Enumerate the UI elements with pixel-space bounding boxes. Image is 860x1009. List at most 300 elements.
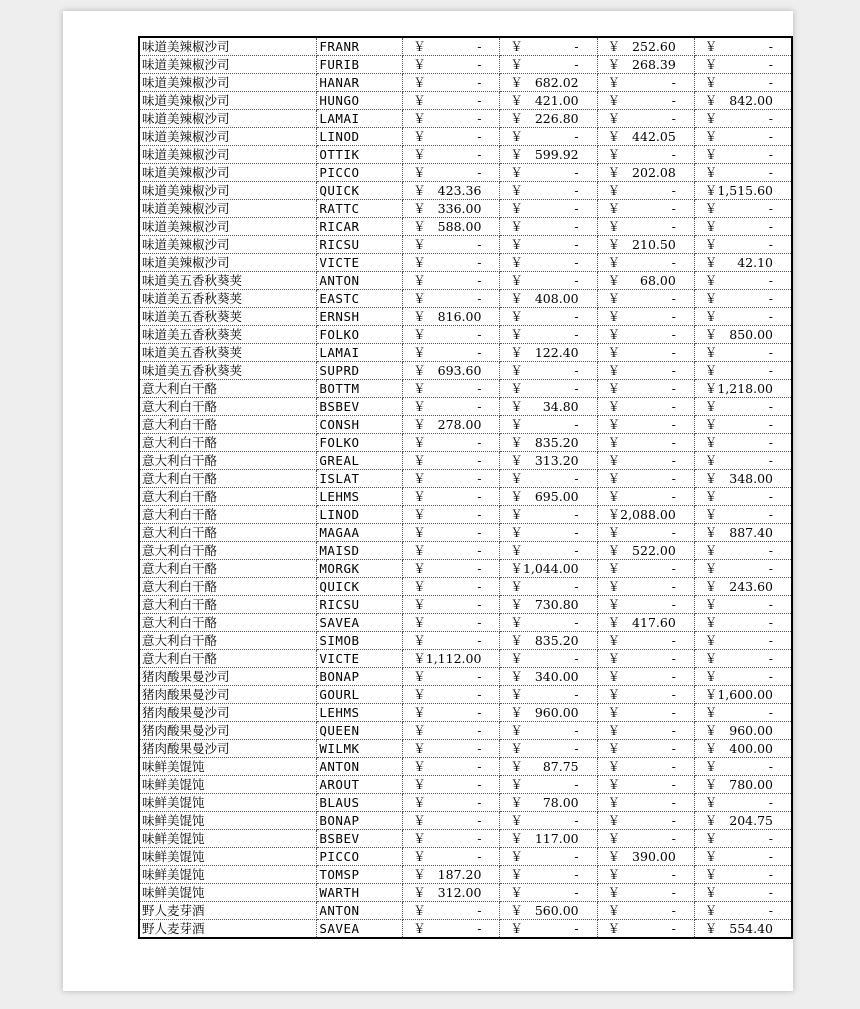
amount-cell-q3 (597, 488, 694, 506)
amount-value: - (671, 903, 676, 918)
currency-symbol: ￥ (413, 291, 426, 306)
currency-symbol: ￥ (510, 309, 523, 324)
amount-cell-q2 (500, 92, 597, 110)
product-name-cell: 猪肉酸果曼沙司 (139, 740, 317, 758)
currency-symbol: ￥ (704, 849, 718, 864)
currency-symbol: ￥ (413, 93, 426, 108)
amount-value: 122.40 (534, 345, 579, 360)
amount-value: - (671, 687, 676, 702)
currency-symbol: ￥ (704, 309, 718, 324)
amount-cell-q1 (403, 326, 500, 344)
currency-symbol: ￥ (607, 75, 621, 90)
customer-code-cell: SAVEA (317, 614, 403, 632)
product-name-cell: 味道美辣椒沙司 (139, 74, 317, 92)
product-name-cell: 意大利白干酪 (139, 434, 317, 452)
amount-value: - (768, 885, 773, 900)
table-row (139, 362, 792, 380)
product-name-cell: 意大利白干酪 (139, 470, 317, 488)
amount-value: - (477, 741, 482, 756)
table-row (139, 920, 792, 939)
amount-cell-q4 (694, 812, 792, 830)
amount-cell-q2 (500, 344, 597, 362)
product-name-cell: 味鲜美馄饨 (139, 812, 317, 830)
amount-cell-q1 (403, 182, 500, 200)
customer-code-cell: BONAP (317, 812, 403, 830)
amount-cell-q4 (694, 578, 792, 596)
amount-value: - (768, 291, 773, 306)
amount-value: - (574, 849, 579, 864)
currency-symbol: ￥ (607, 147, 621, 162)
amount-value: - (477, 345, 482, 360)
amount-cell-q4 (694, 686, 792, 704)
amount-value: - (574, 867, 579, 882)
amount-cell-q4 (694, 560, 792, 578)
amount-value: - (477, 129, 482, 144)
amount-cell-q1 (403, 434, 500, 452)
table-row (139, 758, 792, 776)
amount-cell-q3 (597, 110, 694, 128)
customer-code-cell: FURIB (317, 56, 403, 74)
currency-symbol: ￥ (704, 831, 718, 846)
amount-cell-q2 (500, 650, 597, 668)
currency-symbol: ￥ (413, 597, 426, 612)
amount-cell-q3 (597, 596, 694, 614)
amount-cell-q3 (597, 470, 694, 488)
amount-cell-q1 (403, 506, 500, 524)
amount-cell-q1 (403, 110, 500, 128)
amount-cell-q3 (597, 632, 694, 650)
amount-value: - (671, 471, 676, 486)
amount-cell-q1 (403, 398, 500, 416)
amount-cell-q3 (597, 722, 694, 740)
amount-cell-q2 (500, 632, 597, 650)
amount-cell-q2 (500, 614, 597, 632)
amount-cell-q2 (500, 848, 597, 866)
amount-value: - (574, 651, 579, 666)
amount-value: - (574, 813, 579, 828)
currency-symbol: ￥ (413, 147, 426, 162)
currency-symbol: ￥ (413, 417, 426, 432)
customer-code-cell: SIMOB (317, 632, 403, 650)
amount-value: - (768, 489, 773, 504)
currency-symbol: ￥ (607, 921, 621, 936)
amount-cell-q2 (500, 470, 597, 488)
amount-value: 554.40 (729, 921, 773, 936)
amount-value: 522.00 (632, 543, 676, 558)
currency-symbol: ￥ (607, 93, 621, 108)
amount-value: - (477, 813, 482, 828)
customer-code-cell: GOURL (317, 686, 403, 704)
amount-cell-q4 (694, 236, 792, 254)
table-row (139, 272, 792, 290)
amount-cell-q4 (694, 344, 792, 362)
amount-cell-q4 (694, 380, 792, 398)
amount-cell-q4 (694, 398, 792, 416)
currency-symbol: ￥ (510, 219, 523, 234)
currency-symbol: ￥ (413, 669, 426, 684)
amount-cell-q4 (694, 848, 792, 866)
amount-cell-q1 (403, 164, 500, 182)
amount-value: - (574, 327, 579, 342)
currency-symbol: ￥ (607, 219, 621, 234)
amount-cell-q2 (500, 758, 597, 776)
currency-symbol: ￥ (607, 651, 621, 666)
currency-symbol: ￥ (704, 75, 718, 90)
amount-value: 204.75 (729, 813, 773, 828)
amount-cell-q4 (694, 668, 792, 686)
currency-symbol: ￥ (510, 183, 523, 198)
product-name-cell: 味道美辣椒沙司 (139, 37, 317, 56)
amount-value: - (477, 633, 482, 648)
amount-cell-q2 (500, 902, 597, 920)
currency-symbol: ￥ (607, 309, 621, 324)
amount-cell-q2 (500, 182, 597, 200)
product-name-cell: 意大利白干酪 (139, 650, 317, 668)
amount-value: - (574, 723, 579, 738)
customer-code-cell: BSBEV (317, 830, 403, 848)
currency-symbol: ￥ (704, 219, 718, 234)
product-name-cell: 猪肉酸果曼沙司 (139, 704, 317, 722)
amount-cell-q3 (597, 920, 694, 939)
amount-cell-q3 (597, 362, 694, 380)
amount-cell-q3 (597, 452, 694, 470)
amount-value: 68.00 (640, 273, 676, 288)
amount-cell-q3 (597, 434, 694, 452)
table-row (139, 218, 792, 236)
amount-cell-q3 (597, 74, 694, 92)
currency-symbol: ￥ (607, 201, 621, 216)
currency-symbol: ￥ (607, 273, 621, 288)
amount-cell-q1 (403, 614, 500, 632)
amount-value: - (671, 399, 676, 414)
currency-symbol: ￥ (510, 147, 523, 162)
product-name-cell: 意大利白干酪 (139, 398, 317, 416)
amount-value: - (671, 759, 676, 774)
currency-symbol: ￥ (704, 777, 718, 792)
amount-value: 243.60 (729, 579, 773, 594)
customer-code-cell: WARTH (317, 884, 403, 902)
currency-symbol: ￥ (413, 273, 426, 288)
amount-cell-q2 (500, 794, 597, 812)
amount-value: 417.60 (632, 615, 676, 630)
currency-symbol: ￥ (607, 849, 621, 864)
table-row (139, 506, 792, 524)
amount-value: - (477, 849, 482, 864)
currency-symbol: ￥ (704, 237, 718, 252)
customer-code-cell: MORGK (317, 560, 403, 578)
amount-value: - (768, 57, 773, 72)
currency-symbol: ￥ (413, 885, 426, 900)
currency-symbol: ￥ (413, 75, 426, 90)
currency-symbol: ￥ (510, 561, 523, 576)
table-row (139, 380, 792, 398)
amount-cell-q3 (597, 578, 694, 596)
amount-cell-q2 (500, 434, 597, 452)
amount-cell-q2 (500, 920, 597, 939)
currency-symbol: ￥ (413, 399, 426, 414)
amount-value: - (671, 651, 676, 666)
amount-value: 442.05 (632, 129, 676, 144)
amount-value: 850.00 (729, 327, 773, 342)
amount-cell-q4 (694, 524, 792, 542)
amount-cell-q3 (597, 560, 694, 578)
amount-cell-q4 (694, 506, 792, 524)
amount-value: - (768, 399, 773, 414)
currency-symbol: ￥ (607, 633, 621, 648)
customer-code-cell: RICAR (317, 218, 403, 236)
amount-value: - (671, 885, 676, 900)
amount-cell-q4 (694, 416, 792, 434)
amount-value: - (768, 309, 773, 324)
amount-value: - (477, 921, 482, 936)
amount-value: - (477, 471, 482, 486)
currency-symbol: ￥ (704, 525, 718, 540)
amount-value: - (477, 777, 482, 792)
amount-value: - (477, 381, 482, 396)
amount-cell-q2 (500, 254, 597, 272)
amount-value: - (768, 507, 773, 522)
amount-value: - (671, 453, 676, 468)
amount-value: - (768, 669, 773, 684)
currency-symbol: ￥ (413, 777, 426, 792)
currency-symbol: ￥ (510, 687, 523, 702)
currency-symbol: ￥ (607, 111, 621, 126)
amount-cell-q1 (403, 380, 500, 398)
amount-cell-q4 (694, 362, 792, 380)
currency-symbol: ￥ (704, 435, 718, 450)
amount-cell-q4 (694, 128, 792, 146)
currency-symbol: ￥ (413, 381, 426, 396)
customer-code-cell: FOLKO (317, 434, 403, 452)
table-row (139, 704, 792, 722)
currency-symbol: ￥ (510, 165, 523, 180)
currency-symbol: ￥ (413, 363, 426, 378)
product-name-cell: 味道美辣椒沙司 (139, 164, 317, 182)
amount-cell-q1 (403, 668, 500, 686)
table-row (139, 560, 792, 578)
amount-value: - (768, 273, 773, 288)
amount-value: - (574, 201, 579, 216)
customer-code-cell: QUEEN (317, 722, 403, 740)
amount-cell-q1 (403, 596, 500, 614)
customer-code-cell: CONSH (317, 416, 403, 434)
amount-value: 2,088.00 (620, 507, 676, 522)
currency-symbol: ￥ (510, 705, 523, 720)
amount-cell-q4 (694, 146, 792, 164)
table-row (139, 110, 792, 128)
product-name-cell: 味道美五香秋葵荚 (139, 272, 317, 290)
amount-cell-q1 (403, 37, 500, 56)
currency-symbol: ￥ (413, 579, 426, 594)
product-name-cell: 味道美辣椒沙司 (139, 236, 317, 254)
amount-value: - (574, 471, 579, 486)
amount-cell-q3 (597, 308, 694, 326)
currency-symbol: ￥ (704, 93, 718, 108)
amount-cell-q1 (403, 578, 500, 596)
amount-value: - (768, 39, 773, 54)
currency-symbol: ￥ (510, 39, 523, 54)
amount-cell-q2 (500, 164, 597, 182)
amount-cell-q2 (500, 884, 597, 902)
amount-cell-q4 (694, 110, 792, 128)
amount-value: - (768, 219, 773, 234)
product-name-cell: 味鲜美馄饨 (139, 848, 317, 866)
currency-symbol: ￥ (704, 579, 718, 594)
currency-symbol: ￥ (704, 183, 718, 198)
amount-cell-q1 (403, 650, 500, 668)
amount-cell-q4 (694, 308, 792, 326)
amount-cell-q3 (597, 236, 694, 254)
amount-cell-q3 (597, 848, 694, 866)
amount-value: - (768, 633, 773, 648)
table-row (139, 470, 792, 488)
currency-symbol: ￥ (607, 471, 621, 486)
table-row (139, 902, 792, 920)
product-name-cell: 味鲜美馄饨 (139, 758, 317, 776)
currency-symbol: ￥ (704, 273, 718, 288)
amount-value: - (477, 291, 482, 306)
customer-code-cell: RICSU (317, 236, 403, 254)
amount-cell-q2 (500, 218, 597, 236)
amount-cell-q3 (597, 416, 694, 434)
currency-symbol: ￥ (510, 759, 523, 774)
currency-symbol: ￥ (413, 489, 426, 504)
amount-value: 336.00 (437, 201, 482, 216)
currency-symbol: ￥ (413, 741, 426, 756)
currency-symbol: ￥ (607, 831, 621, 846)
amount-value: 1,515.60 (717, 183, 773, 198)
currency-symbol: ￥ (510, 885, 523, 900)
amount-value: 210.50 (632, 237, 676, 252)
currency-symbol: ￥ (704, 867, 718, 882)
currency-symbol: ￥ (510, 579, 523, 594)
amount-cell-q4 (694, 92, 792, 110)
amount-value: - (477, 399, 482, 414)
amount-cell-q4 (694, 596, 792, 614)
amount-value: - (477, 489, 482, 504)
sales-table (138, 36, 793, 939)
amount-value: - (671, 327, 676, 342)
amount-value: - (671, 561, 676, 576)
amount-value: - (671, 525, 676, 540)
amount-value: - (768, 201, 773, 216)
amount-cell-q1 (403, 902, 500, 920)
table-row (139, 92, 792, 110)
currency-symbol: ￥ (704, 759, 718, 774)
currency-symbol: ￥ (413, 759, 426, 774)
currency-symbol: ￥ (510, 741, 523, 756)
amount-value: - (574, 255, 579, 270)
product-name-cell: 味道美辣椒沙司 (139, 146, 317, 164)
product-name-cell: 意大利白干酪 (139, 416, 317, 434)
product-name-cell: 味道美辣椒沙司 (139, 56, 317, 74)
amount-cell-q1 (403, 542, 500, 560)
currency-symbol: ￥ (413, 507, 426, 522)
table-row (139, 434, 792, 452)
currency-symbol: ￥ (413, 237, 426, 252)
amount-cell-q2 (500, 776, 597, 794)
amount-cell-q1 (403, 794, 500, 812)
product-name-cell: 味道美辣椒沙司 (139, 254, 317, 272)
amount-value: 730.80 (534, 597, 579, 612)
amount-value: - (671, 363, 676, 378)
amount-cell-q2 (500, 236, 597, 254)
currency-symbol: ￥ (704, 453, 718, 468)
amount-value: 421.00 (534, 93, 579, 108)
currency-symbol: ￥ (607, 669, 621, 684)
amount-cell-q3 (597, 380, 694, 398)
amount-value: - (477, 561, 482, 576)
product-name-cell: 意大利白干酪 (139, 506, 317, 524)
amount-cell-q4 (694, 254, 792, 272)
customer-code-cell: TOMSP (317, 866, 403, 884)
amount-value: - (477, 579, 482, 594)
currency-symbol: ￥ (413, 561, 426, 576)
currency-symbol: ￥ (704, 111, 718, 126)
currency-symbol: ￥ (704, 543, 718, 558)
amount-cell-q3 (597, 542, 694, 560)
amount-cell-q1 (403, 200, 500, 218)
amount-value: 780.00 (729, 777, 773, 792)
currency-symbol: ￥ (607, 363, 621, 378)
customer-code-cell: RICSU (317, 596, 403, 614)
currency-symbol: ￥ (607, 615, 621, 630)
amount-value: - (671, 723, 676, 738)
amount-cell-q4 (694, 74, 792, 92)
amount-value: - (671, 777, 676, 792)
table-row (139, 596, 792, 614)
amount-cell-q2 (500, 524, 597, 542)
amount-cell-q2 (500, 362, 597, 380)
amount-value: 835.20 (534, 633, 579, 648)
amount-cell-q1 (403, 416, 500, 434)
amount-value: - (768, 903, 773, 918)
amount-value: 313.20 (534, 453, 579, 468)
currency-symbol: ￥ (510, 867, 523, 882)
amount-value: - (477, 435, 482, 450)
customer-code-cell: WILMK (317, 740, 403, 758)
amount-cell-q3 (597, 812, 694, 830)
currency-symbol: ￥ (510, 399, 523, 414)
currency-symbol: ￥ (607, 795, 621, 810)
product-name-cell: 猪肉酸果曼沙司 (139, 686, 317, 704)
amount-cell-q4 (694, 920, 792, 939)
currency-symbol: ￥ (510, 723, 523, 738)
currency-symbol: ￥ (607, 741, 621, 756)
customer-code-cell: RATTC (317, 200, 403, 218)
document-page (63, 11, 793, 991)
table-row (139, 488, 792, 506)
customer-code-cell: HANAR (317, 74, 403, 92)
amount-cell-q2 (500, 37, 597, 56)
amount-value: 682.02 (534, 75, 579, 90)
amount-value: - (477, 903, 482, 918)
amount-cell-q1 (403, 92, 500, 110)
currency-symbol: ￥ (510, 93, 523, 108)
currency-symbol: ￥ (413, 687, 426, 702)
amount-value: - (671, 417, 676, 432)
currency-symbol: ￥ (510, 345, 523, 360)
amount-cell-q1 (403, 812, 500, 830)
amount-value: - (671, 345, 676, 360)
product-name-cell: 意大利白干酪 (139, 380, 317, 398)
amount-value: - (671, 183, 676, 198)
product-name-cell: 野人麦芽酒 (139, 920, 317, 939)
amount-value: - (768, 237, 773, 252)
amount-cell-q3 (597, 290, 694, 308)
amount-cell-q2 (500, 812, 597, 830)
amount-cell-q3 (597, 686, 694, 704)
